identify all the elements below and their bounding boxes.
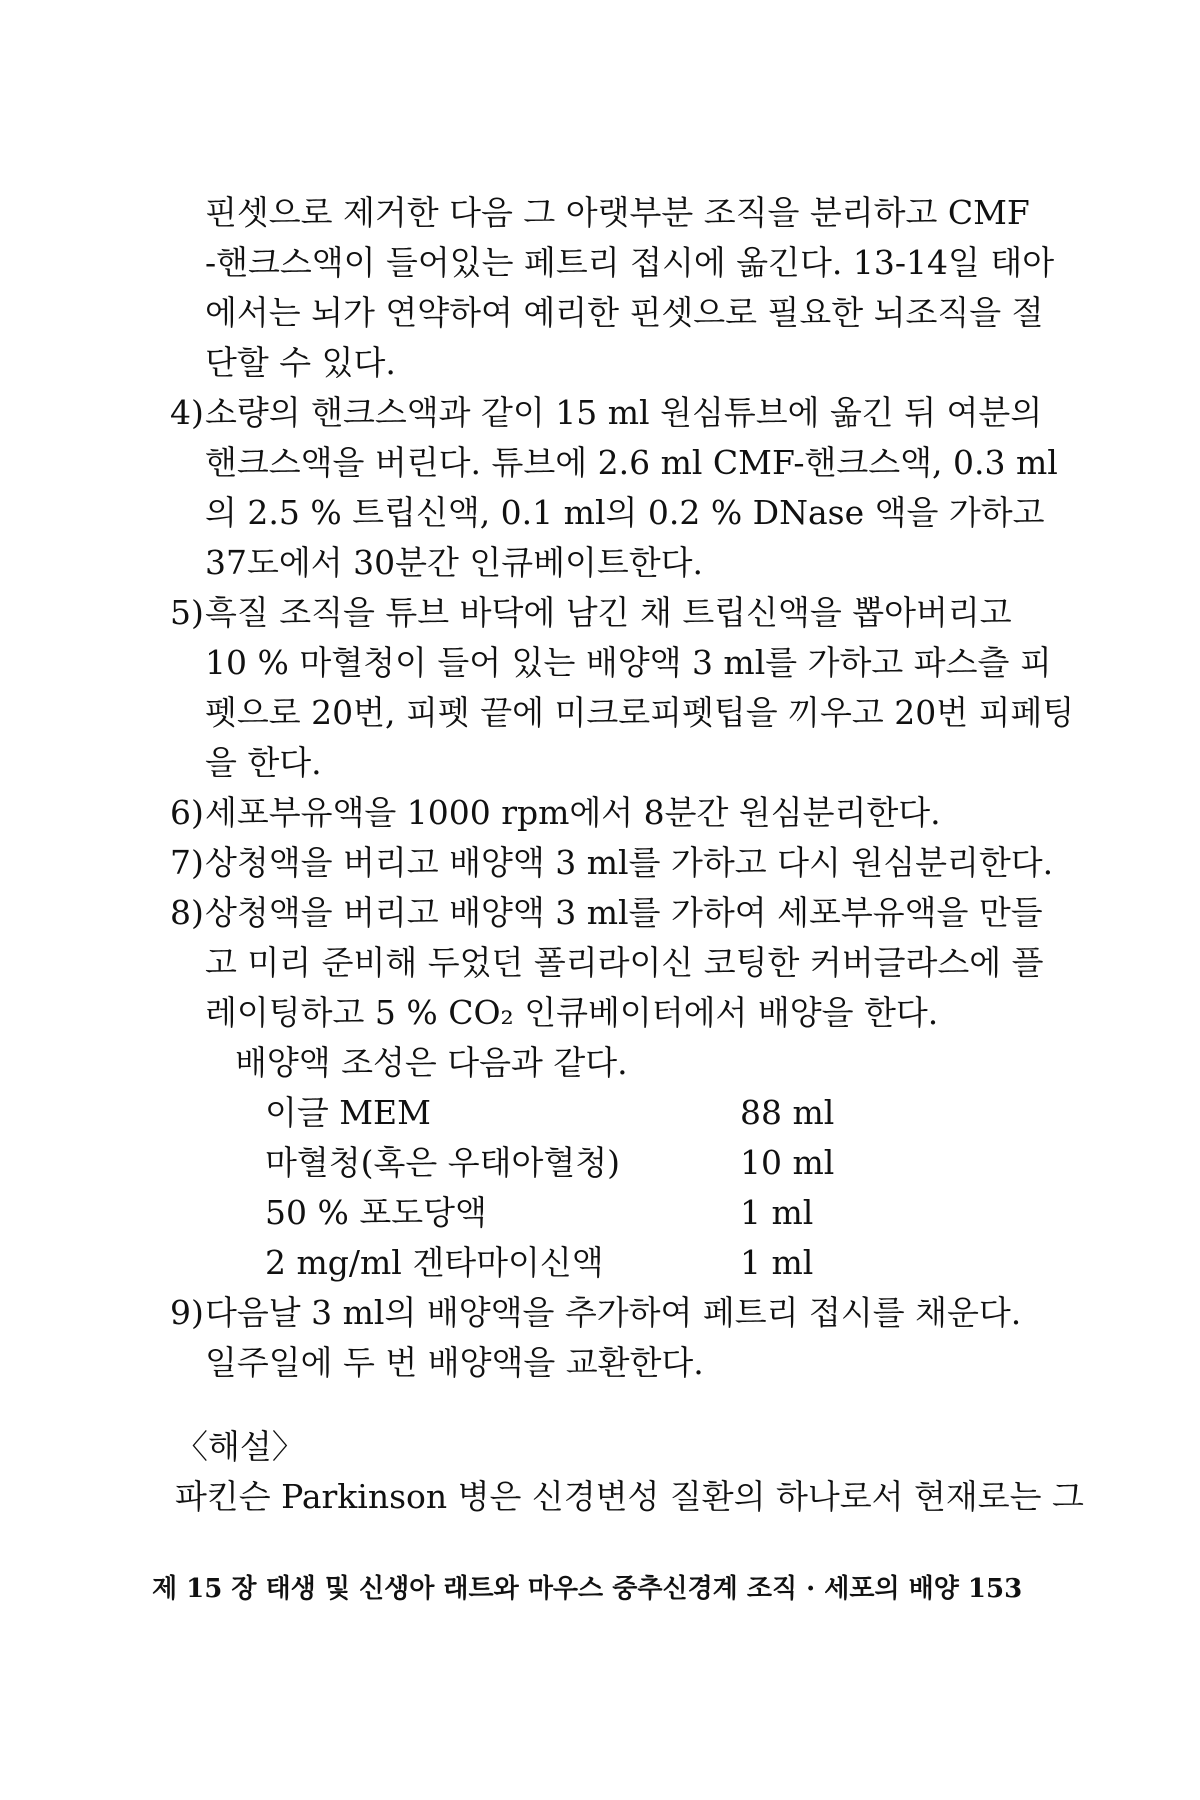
media-name: 이글 MEM <box>265 1093 431 1132</box>
step-item <box>170 838 1054 888</box>
intro-line: 에서는 뇌가 연약하여 예리한 핀셋으로 필요한 뇌조직을 절 <box>205 293 1044 332</box>
media-amount: 1 ml <box>740 1243 814 1282</box>
step-text: 을 한다. <box>205 743 322 782</box>
step-text: 37도에서 30분간 인큐베이트한다. <box>205 543 703 582</box>
media-title: 배양액 조성은 다음과 같다. <box>235 1043 628 1082</box>
step-text: 상청액을 버리고 배양액 3 ml를 가하고 다시 원심분리한다. <box>205 843 1054 882</box>
intro-line: -핸크스액이 들어있는 페트리 접시에 옮긴다. 13-14일 태아 <box>205 243 1055 282</box>
media-amount: 1 ml <box>740 1193 814 1232</box>
media-amount: 88 ml <box>740 1093 835 1132</box>
step-text: 상청액을 버리고 배양액 3 ml를 가하여 세포부유액을 만들 <box>205 893 1043 932</box>
body-text <box>170 188 1084 1522</box>
step-text: 다음날 3 ml의 배양액을 추가하여 페트리 접시를 채운다. <box>205 1293 1022 1332</box>
step-text: 세포부유액을 1000 rpm에서 8분간 원심분리한다. <box>205 793 941 832</box>
media-amount: 10 ml <box>740 1143 835 1182</box>
media-row <box>175 1238 1035 1288</box>
step-item <box>170 588 1035 638</box>
step-text: 레이팅하고 5 % CO₂ 인큐베이터에서 배양을 한다. <box>205 993 939 1032</box>
step-text: 의 2.5 % 트립신액, 0.1 ml의 0.2 % DNase 액을 가하고 <box>205 493 1045 532</box>
media-row <box>175 1088 1035 1138</box>
media-row <box>175 1188 1035 1238</box>
explanation-heading: 〈해설〉 <box>175 1427 305 1466</box>
step-text: 흑질 조직을 튜브 바닥에 남긴 채 트립신액을 뽑아버리고 <box>205 593 1012 632</box>
page-footer: 제 15 장 태생 및 신생아 래트와 마우스 중추신경계 조직 · 세포의 배양 153 <box>152 1574 1023 1604</box>
step-number: 7) <box>170 843 204 882</box>
media-name: 50 % 포도당액 <box>265 1193 487 1232</box>
step-text: 펫으로 20번, 피펫 끝에 미크로피펫팁을 끼우고 20번 피페팅 <box>205 693 1075 732</box>
intro-line: 단할 수 있다. <box>205 343 396 382</box>
step-item <box>170 788 1035 838</box>
media-name: 2 mg/ml 겐타마이신액 <box>265 1243 604 1282</box>
explanation-text: 파킨슨 Parkinson 병은 신경변성 질환의 하나로서 현재로는 그 <box>175 1477 1084 1516</box>
step-item <box>170 1288 1035 1338</box>
step-text: 일주일에 두 번 배양액을 교환한다. <box>205 1343 704 1382</box>
step-text: 핸크스액을 버린다. 튜브에 2.6 ml CMF-핸크스액, 0.3 ml <box>205 443 1058 482</box>
step-text: 고 미리 준비해 두었던 폴리라이신 코팅한 커버글라스에 플 <box>205 943 1044 982</box>
media-row <box>175 1138 1035 1188</box>
step-text: 소량의 핸크스액과 같이 15 ml 원심튜브에 옮긴 뒤 여분의 <box>205 393 1043 432</box>
step-number: 9) <box>170 1293 204 1332</box>
step-text: 10 % 마혈청이 들어 있는 배양액 3 ml를 가하고 파스츨 피 <box>205 643 1052 682</box>
step-number: 8) <box>170 893 204 932</box>
step-item <box>170 388 1043 438</box>
step-number: 6) <box>170 793 204 832</box>
media-name: 마혈청(혹은 우태아혈청) <box>265 1143 621 1182</box>
step-number: 5) <box>170 593 204 632</box>
step-number: 4) <box>170 393 204 432</box>
intro-line: 핀셋으로 제거한 다음 그 아랫부분 조직을 분리하고 CMF <box>205 193 1030 232</box>
step-item <box>170 888 1043 938</box>
